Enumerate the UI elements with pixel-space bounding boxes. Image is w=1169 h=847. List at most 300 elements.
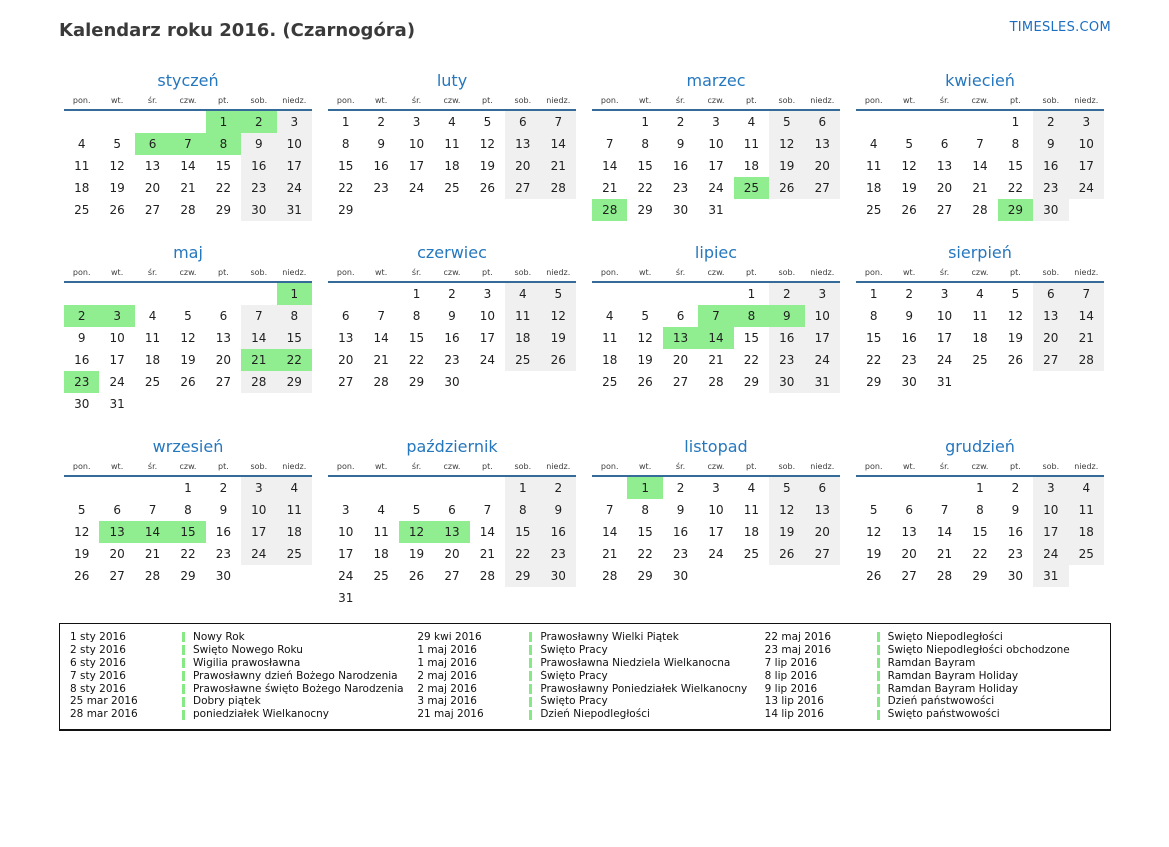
month-title: marzec bbox=[686, 71, 746, 90]
day-cell-weekend: 9 bbox=[1033, 133, 1068, 155]
day-cell-weekend: 19 bbox=[769, 155, 804, 177]
holiday-marker-icon bbox=[529, 710, 532, 720]
weekday-header: wt. bbox=[891, 462, 926, 476]
legend-holiday-name: Prawosławny Wielki Piątek bbox=[540, 631, 679, 643]
week-row bbox=[592, 305, 840, 327]
month-title: maj bbox=[173, 243, 203, 262]
weekday-header: wt. bbox=[627, 268, 662, 282]
weekday-header-row bbox=[64, 462, 312, 476]
weekday-header: wt. bbox=[627, 96, 662, 110]
day-cell: 29 bbox=[637, 569, 653, 583]
day-cell-weekend: 3 bbox=[277, 110, 312, 133]
week-row bbox=[64, 282, 312, 305]
day-cell-weekend: 13 bbox=[805, 133, 840, 155]
day-cell-weekend: 28 bbox=[1069, 349, 1104, 371]
site-link[interactable]: TIMESLES.COM bbox=[1009, 20, 1111, 35]
month-title: czerwiec bbox=[417, 243, 487, 262]
day-cell: 15 bbox=[338, 159, 354, 173]
day-cell: 16 bbox=[901, 331, 917, 345]
week-row bbox=[64, 521, 312, 543]
legend-date: 25 mar 2016 bbox=[70, 695, 138, 708]
weekday-header: śr. bbox=[399, 96, 434, 110]
day-cell: 10 bbox=[936, 309, 953, 323]
weekday-header-row bbox=[856, 268, 1104, 282]
day-cell: 28 bbox=[144, 569, 161, 583]
day-cell-weekend: 21 bbox=[541, 155, 576, 177]
weekday-header: śr. bbox=[399, 462, 434, 476]
week-row bbox=[856, 521, 1104, 543]
weekday-header: czw. bbox=[698, 96, 733, 110]
weekday-header: pon. bbox=[592, 462, 627, 476]
day-cell: 29 bbox=[215, 203, 232, 217]
month-days bbox=[64, 110, 312, 221]
week-row bbox=[328, 282, 576, 305]
weekday-header: wt. bbox=[891, 96, 926, 110]
weekday-header: czw. bbox=[170, 462, 205, 476]
month-12 bbox=[856, 437, 1104, 587]
day-cell: 3 bbox=[483, 287, 492, 301]
week-row bbox=[592, 133, 840, 155]
legend-holiday-name: Ramdan Bayram Holiday bbox=[887, 682, 1019, 695]
day-cell-empty bbox=[399, 199, 434, 221]
weekday-header: pt. bbox=[206, 268, 241, 282]
day-cell-weekend: 14 bbox=[541, 133, 576, 155]
day-cell: 1 bbox=[641, 115, 649, 129]
weekday-header: sob. bbox=[1033, 268, 1068, 282]
day-cell: 23 bbox=[672, 181, 689, 195]
day-cell: 30 bbox=[1007, 569, 1024, 583]
day-cell: 20 bbox=[215, 353, 232, 367]
month-5 bbox=[64, 243, 312, 415]
day-cell-weekend: 13 bbox=[505, 133, 540, 155]
week-row bbox=[64, 476, 312, 499]
day-cell-weekend: 3 bbox=[1033, 476, 1068, 499]
legend-date: 1 sty 2016 bbox=[70, 631, 126, 643]
week-row bbox=[856, 155, 1104, 177]
day-cell: 3 bbox=[712, 481, 720, 495]
day-cell-empty bbox=[399, 587, 434, 609]
weekday-header: niedz. bbox=[805, 96, 840, 110]
day-cell-empty bbox=[135, 476, 170, 499]
day-cell: 29 bbox=[866, 375, 882, 389]
day-cell-empty bbox=[470, 199, 505, 221]
weekday-header: czw. bbox=[170, 96, 205, 110]
day-cell: 19 bbox=[901, 181, 917, 195]
day-cell: 18 bbox=[743, 159, 760, 173]
weekday-header: niedz. bbox=[805, 268, 840, 282]
day-cell: 25 bbox=[444, 181, 460, 195]
day-cell: 2 bbox=[676, 115, 685, 129]
day-cell: 12 bbox=[637, 331, 653, 345]
day-cell-weekend: 2 bbox=[769, 282, 804, 305]
legend-date: 28 mar 2016 bbox=[70, 708, 138, 721]
month-8 bbox=[856, 243, 1104, 393]
day-cell-empty bbox=[434, 587, 469, 609]
day-cell: 18 bbox=[602, 353, 618, 367]
day-cell-weekend: 6 bbox=[805, 476, 840, 499]
day-cell: 12 bbox=[109, 159, 125, 173]
day-cell-weekend: 7 bbox=[1069, 282, 1104, 305]
day-cell: 6 bbox=[940, 137, 949, 151]
day-cell-weekend: 26 bbox=[769, 177, 804, 199]
day-cell-empty bbox=[505, 371, 540, 393]
day-cell-empty bbox=[434, 476, 469, 499]
day-cell: 31 bbox=[338, 591, 354, 605]
day-cell: 5 bbox=[483, 115, 492, 129]
week-row bbox=[64, 543, 312, 565]
day-cell-holiday: 9 bbox=[769, 305, 804, 327]
weekday-header: sob. bbox=[241, 96, 276, 110]
day-cell-empty bbox=[592, 110, 627, 133]
legend-holiday-name: Prawosławna Niedziela Wielkanocna bbox=[540, 656, 731, 669]
day-cell-empty bbox=[241, 565, 276, 587]
day-cell-holiday: 13 bbox=[99, 521, 134, 543]
legend-item bbox=[70, 695, 405, 708]
day-cell-empty bbox=[1033, 371, 1068, 393]
day-cell-empty bbox=[541, 371, 576, 393]
weekday-header: śr. bbox=[663, 462, 698, 476]
week-row bbox=[64, 565, 312, 587]
day-cell-empty bbox=[64, 110, 99, 133]
day-cell: 1 bbox=[341, 115, 350, 129]
day-cell-weekend: 18 bbox=[505, 327, 540, 349]
weekday-header: niedz. bbox=[1069, 268, 1104, 282]
weekday-header: śr. bbox=[663, 268, 698, 282]
day-cell-empty bbox=[470, 476, 505, 499]
day-cell: 6 bbox=[905, 503, 913, 517]
day-cell-weekend: 21 bbox=[1069, 327, 1104, 349]
month-title: luty bbox=[436, 71, 468, 90]
month-title: sierpień bbox=[948, 243, 1012, 262]
day-cell: 12 bbox=[74, 525, 90, 539]
day-cell-empty bbox=[592, 282, 627, 305]
weekday-header: wt. bbox=[99, 462, 134, 476]
day-cell-empty bbox=[170, 110, 205, 133]
day-cell-weekend: 18 bbox=[277, 521, 312, 543]
day-cell-weekend: 9 bbox=[241, 133, 276, 155]
day-cell: 5 bbox=[184, 309, 192, 323]
day-cell-weekend: 26 bbox=[769, 543, 804, 565]
weekday-header: wt. bbox=[363, 96, 398, 110]
day-cell-empty bbox=[434, 199, 469, 221]
weekday-header: niedz. bbox=[541, 96, 576, 110]
weekday-header: pt. bbox=[734, 462, 769, 476]
month-table bbox=[64, 462, 312, 587]
day-cell: 30 bbox=[672, 203, 689, 217]
legend-date: 6 sty 2016 bbox=[70, 656, 126, 669]
day-cell: 21 bbox=[180, 181, 196, 195]
month-table bbox=[592, 96, 840, 221]
day-cell: 1 bbox=[412, 287, 421, 301]
day-cell-weekend: 25 bbox=[1069, 543, 1104, 565]
legend-holiday-name: poniedziałek Wielkanocny bbox=[193, 708, 330, 721]
holiday-marker-icon bbox=[182, 645, 185, 655]
week-row bbox=[592, 543, 840, 565]
day-cell: 9 bbox=[1011, 503, 1020, 517]
holiday-marker-icon bbox=[877, 658, 880, 668]
day-cell: 15 bbox=[743, 331, 760, 345]
day-cell: 17 bbox=[109, 353, 125, 367]
page-title: Kalendarz roku 2016. (Czarnogóra) bbox=[59, 20, 416, 41]
day-cell-weekend: 6 bbox=[805, 110, 840, 133]
day-cell: 16 bbox=[74, 353, 90, 367]
weekday-header: czw. bbox=[698, 268, 733, 282]
week-row bbox=[328, 521, 576, 543]
day-cell: 29 bbox=[408, 375, 425, 389]
day-cell: 22 bbox=[743, 353, 760, 367]
day-cell: 22 bbox=[637, 547, 653, 561]
day-cell: 15 bbox=[972, 525, 988, 539]
weekday-header: śr. bbox=[663, 96, 698, 110]
weekday-header: pt. bbox=[206, 96, 241, 110]
weekday-header: sob. bbox=[1033, 96, 1068, 110]
day-cell: 2 bbox=[448, 287, 456, 301]
day-cell-holiday: 2 bbox=[64, 305, 99, 327]
day-cell-empty bbox=[927, 476, 962, 499]
weekday-header-row bbox=[64, 268, 312, 282]
day-cell: 11 bbox=[972, 309, 988, 323]
day-cell-holiday: 23 bbox=[64, 371, 99, 393]
weekday-header: śr. bbox=[927, 96, 962, 110]
day-cell-weekend: 17 bbox=[805, 327, 840, 349]
day-cell-weekend: 10 bbox=[805, 305, 840, 327]
day-cell: 13 bbox=[936, 159, 953, 173]
weekday-header: pt. bbox=[998, 268, 1033, 282]
weekday-header: czw. bbox=[170, 268, 205, 282]
month-2 bbox=[328, 71, 576, 221]
day-cell-weekend: 5 bbox=[769, 110, 804, 133]
week-row bbox=[328, 327, 576, 349]
weekday-header: pon. bbox=[64, 268, 99, 282]
day-cell: 11 bbox=[743, 503, 760, 517]
day-cell: 9 bbox=[219, 503, 228, 517]
day-cell: 7 bbox=[377, 309, 385, 323]
day-cell: 23 bbox=[373, 181, 389, 195]
day-cell-empty bbox=[891, 476, 926, 499]
day-cell: 19 bbox=[637, 353, 653, 367]
day-cell-empty bbox=[241, 282, 276, 305]
legend-holiday-name: Święto państwowości bbox=[887, 708, 1000, 721]
day-cell-weekend: 14 bbox=[241, 327, 276, 349]
weekday-header-row bbox=[592, 96, 840, 110]
day-cell-weekend: 4 bbox=[505, 282, 540, 305]
legend-holiday-name: Prawosławny Poniedziałek Wielkanocny bbox=[540, 682, 748, 695]
day-cell: 19 bbox=[1007, 331, 1024, 345]
weekday-header-row bbox=[592, 462, 840, 476]
day-cell-empty bbox=[663, 282, 698, 305]
legend-date: 7 lip 2016 bbox=[764, 656, 818, 669]
holiday-marker-icon bbox=[182, 697, 185, 707]
day-cell: 9 bbox=[377, 137, 385, 151]
weekday-header: sob. bbox=[769, 462, 804, 476]
day-cell: 26 bbox=[866, 569, 882, 583]
day-cell: 30 bbox=[74, 397, 90, 411]
day-cell: 19 bbox=[866, 547, 882, 561]
month-title: kwiecień bbox=[945, 71, 1015, 90]
month-11 bbox=[592, 437, 840, 587]
day-cell: 20 bbox=[936, 181, 953, 195]
week-row bbox=[856, 199, 1104, 221]
day-cell-weekend: 14 bbox=[1069, 305, 1104, 327]
holiday-marker-icon bbox=[182, 671, 185, 681]
weekday-header: niedz. bbox=[1069, 462, 1104, 476]
day-cell: 21 bbox=[708, 353, 724, 367]
weekday-header: wt. bbox=[627, 462, 662, 476]
day-cell: 27 bbox=[444, 569, 460, 583]
day-cell-empty bbox=[769, 565, 804, 587]
day-cell: 21 bbox=[936, 547, 953, 561]
day-cell: 22 bbox=[637, 181, 653, 195]
weekday-header: pon. bbox=[592, 268, 627, 282]
week-row bbox=[328, 155, 576, 177]
month-10 bbox=[328, 437, 576, 609]
day-cell: 8 bbox=[1011, 137, 1020, 151]
holiday-marker-icon bbox=[877, 710, 880, 720]
day-cell: 20 bbox=[144, 181, 161, 195]
day-cell-holiday: 22 bbox=[277, 349, 312, 371]
day-cell-empty bbox=[1069, 199, 1104, 221]
week-row bbox=[856, 327, 1104, 349]
day-cell-weekend: 30 bbox=[541, 565, 576, 587]
day-cell: 29 bbox=[180, 569, 196, 583]
day-cell: 14 bbox=[180, 159, 196, 173]
legend-date: 8 lip 2016 bbox=[764, 669, 818, 682]
day-cell: 7 bbox=[483, 503, 492, 517]
day-cell-empty bbox=[470, 587, 505, 609]
day-cell: 23 bbox=[901, 353, 917, 367]
day-cell: 30 bbox=[444, 375, 460, 389]
day-cell: 17 bbox=[708, 159, 724, 173]
day-cell: 27 bbox=[144, 203, 161, 217]
month-3 bbox=[592, 71, 840, 221]
day-cell: 27 bbox=[672, 375, 689, 389]
legend-item bbox=[765, 670, 1100, 683]
day-cell-empty bbox=[170, 393, 205, 415]
day-cell-holiday: 8 bbox=[734, 305, 769, 327]
weekday-header: śr. bbox=[135, 462, 170, 476]
week-row bbox=[592, 199, 840, 221]
day-cell-weekend: 11 bbox=[505, 305, 540, 327]
legend-item bbox=[70, 670, 405, 683]
day-cell-weekend: 10 bbox=[277, 133, 312, 155]
week-row bbox=[64, 393, 312, 415]
holiday-marker-icon bbox=[182, 710, 185, 720]
day-cell-weekend: 15 bbox=[277, 327, 312, 349]
month-days bbox=[64, 282, 312, 415]
day-cell-empty bbox=[328, 476, 363, 499]
week-row bbox=[592, 349, 840, 371]
weekday-header: sob. bbox=[769, 96, 804, 110]
day-cell-weekend: 4 bbox=[1069, 476, 1104, 499]
day-cell: 19 bbox=[109, 181, 125, 195]
week-row bbox=[856, 349, 1104, 371]
legend-holiday-name: Święto Nowego Roku bbox=[193, 643, 303, 656]
legend-column bbox=[70, 631, 405, 721]
day-cell: 4 bbox=[747, 481, 756, 495]
legend-item bbox=[417, 631, 752, 644]
day-cell-empty bbox=[927, 110, 962, 133]
week-row bbox=[64, 305, 312, 327]
day-cell: 2 bbox=[676, 481, 685, 495]
weekday-header: śr. bbox=[927, 268, 962, 282]
month-table bbox=[856, 462, 1104, 587]
month-days bbox=[592, 476, 840, 587]
day-cell: 14 bbox=[602, 525, 618, 539]
day-cell: 19 bbox=[479, 159, 496, 173]
legend-item bbox=[417, 683, 752, 696]
day-cell: 8 bbox=[184, 503, 192, 517]
weekday-header-row bbox=[856, 268, 1104, 282]
month-9 bbox=[64, 437, 312, 587]
day-cell: 6 bbox=[676, 309, 685, 323]
day-cell: 8 bbox=[641, 503, 649, 517]
day-cell: 12 bbox=[866, 525, 882, 539]
month-days bbox=[592, 110, 840, 221]
week-row bbox=[328, 110, 576, 133]
day-cell: 8 bbox=[869, 309, 878, 323]
day-cell-weekend: 27 bbox=[805, 177, 840, 199]
month-6 bbox=[328, 243, 576, 393]
legend-holiday-name: Święto Pracy bbox=[540, 695, 608, 708]
weekday-header: śr. bbox=[399, 268, 434, 282]
day-cell: 22 bbox=[866, 353, 882, 367]
day-cell-weekend: 23 bbox=[1033, 177, 1068, 199]
day-cell: 4 bbox=[448, 115, 456, 129]
weekday-header: pt. bbox=[998, 96, 1033, 110]
day-cell: 9 bbox=[676, 503, 685, 517]
legend-date: 7 sty 2016 bbox=[70, 669, 126, 682]
week-row bbox=[592, 282, 840, 305]
day-cell: 27 bbox=[901, 569, 917, 583]
day-cell: 23 bbox=[672, 547, 689, 561]
day-cell-holiday: 1 bbox=[277, 282, 312, 305]
day-cell: 13 bbox=[215, 331, 232, 345]
weekday-header-row bbox=[328, 268, 576, 282]
day-cell: 22 bbox=[338, 181, 354, 195]
day-cell-weekend: 27 bbox=[1033, 349, 1068, 371]
holiday-marker-icon bbox=[877, 697, 880, 707]
weekday-header-row bbox=[64, 96, 312, 110]
weekday-header: pt. bbox=[734, 96, 769, 110]
holiday-marker-icon bbox=[182, 684, 185, 694]
day-cell: 7 bbox=[148, 503, 157, 517]
day-cell: 9 bbox=[448, 309, 456, 323]
day-cell: 15 bbox=[866, 331, 882, 345]
day-cell-empty bbox=[206, 393, 241, 415]
day-cell-empty bbox=[962, 110, 997, 133]
day-cell-empty bbox=[698, 565, 733, 587]
day-cell: 30 bbox=[215, 569, 232, 583]
month-days bbox=[856, 110, 1104, 221]
day-cell-weekend: 16 bbox=[769, 327, 804, 349]
week-row bbox=[328, 371, 576, 393]
day-cell-empty bbox=[399, 476, 434, 499]
month-1 bbox=[64, 71, 312, 221]
month-table bbox=[856, 268, 1104, 393]
day-cell: 14 bbox=[602, 159, 618, 173]
day-cell-weekend: 23 bbox=[769, 349, 804, 371]
day-cell: 31 bbox=[109, 397, 125, 411]
day-cell: 9 bbox=[676, 137, 685, 151]
weekday-header-row bbox=[328, 96, 576, 110]
day-cell: 28 bbox=[972, 203, 988, 217]
day-cell-empty bbox=[363, 587, 398, 609]
day-cell-weekend: 29 bbox=[505, 565, 540, 587]
legend-column bbox=[765, 631, 1100, 721]
month-days bbox=[328, 110, 576, 221]
legend-holiday-name: Prawosławne święto Bożego Narodzenia bbox=[193, 682, 404, 695]
legend-column bbox=[417, 631, 752, 721]
